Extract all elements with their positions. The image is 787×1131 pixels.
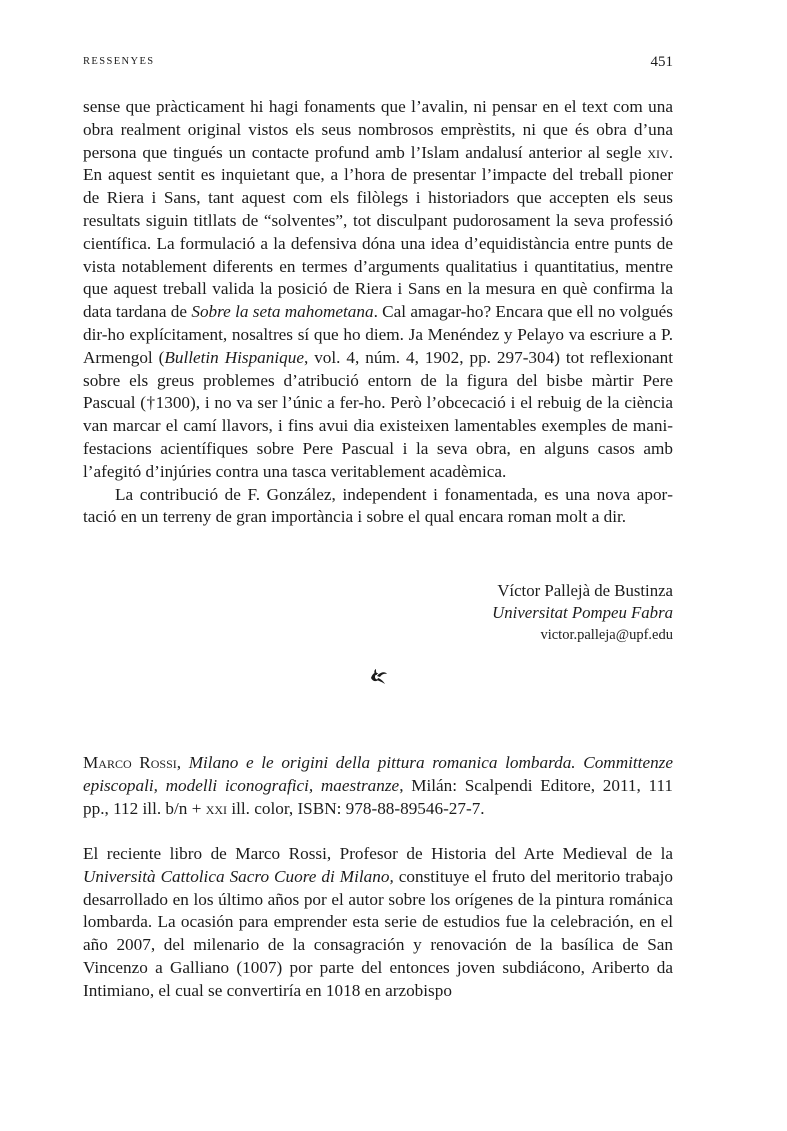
journal-title: Bulletin Hispanique [164,347,304,367]
previous-review-text [83,96,673,529]
book-citation: Marco Rossi, Milano e le origini della pittura romanica lombarda. Committenze episcopali, modelli iconografici, maestranze, Milán: Scalpendi Editore, 2011, 111 pp., 112 ill. b/n + xxi ill. color, ISBN: 978-88-89546-27-7. [83,753,674,818]
text-run: sense que pràcticament hi hagi fonaments que l’avalin, ni pensar en el text com una obra realment original vistos els seus nombrosos emprèstits, ni que és obra d’una persona que tingués un contacte profund amb l’Islam andalusí anterior al segle [83,97,673,162]
publication-details: , Milán: Scalpendi Editore, 2011, 111 pp., 112 ill. b/n + [83,776,674,818]
paragraph-2: La contribució de F. González, independent i fonamentada, es una nova aportació en un terreny de gran importància i sobre el qual encara roman molt a dir. [83,484,673,527]
paragraph-1 [83,96,673,484]
text-run: El reciente libro de Marco Rossi, Profesor de Historia del Arte Medieval de la [83,844,673,863]
text-run: , vol. 4, núm. 4, 1902, pp. 297-304) tot reflexionant sobre els greus problemes d’atribució entorn de la figura del bisbe màrtir Pere Pascual (†1300), i no va ser l’únic a fer-ho. Però l’obcecació i el rebuig de la ciència van marcar el camí llavors, i fins avui dia existeixen lamentables exemples de manifestacions acientífiques sobre Pere Pascual i la seva obra, en alguns casos amb l’afegitó d’injúries contra una tasca veritablement acadèmica. [83,347,673,481]
reviewer-affiliation [492,602,673,624]
work-title: Sobre la seta mahometana [191,302,374,322]
reviewer-email: victor.palleja@upf.edu [540,627,673,643]
fleuron-icon [366,666,390,686]
review-paragraph [83,843,673,1003]
section-name: RESSENYES [83,56,155,67]
running-head [83,54,673,70]
page [83,0,673,1131]
plate-count: xxi [205,799,228,818]
text-run: constituye el fruto del meritorio trabajo desarrollado en los último años por el autor sobre los orígenes de la pintura románica lombarda. La ocasión para emprender esta serie de estudios fue la celebración, en el año 2007, del milenario de la consagración y renovación de la basílica de San Vincenzo a Galliano (1007) por parte del entonces joven subdiácono, Ariberto da Intimiano, el cual se convertiría en 1018 en arzobispo [83,866,674,1000]
isbn-details: ill. color, ISBN: 978-88-89546-27-7. [227,799,485,818]
reviewer-signature [492,580,673,646]
book-author: Marco Rossi [83,753,177,772]
text-run: . En aquest sentit es inquietant que, a l’hora de presentar l’impacte del treball pioner de Riera i Sans, tant aquest com els filòlegs i historiadors que accepten els seus resultats siguin titllats de “solventes”, tot disculpant pudorosament la seva professió científica. La formulació a la defensiva dóna una idea d’equidistància entre punts de vista notablement diferents en termes d’arguments qualitatius i quantitatius, mentre que aquest treball valida la posició de Riera i Sans en la mesura en què confirma la data tardana de [83,142,673,322]
affiliation-text: Universitat Pompeu Fabra [492,603,673,622]
reviewer-name: Víctor Pallejà de Bustinza [497,581,673,600]
book-title: Milano e le origini della pittura romanica lombarda. Committenze episcopali, modelli iconografici, maestranze [83,753,673,795]
roman-numeral: xiv [647,142,669,162]
page-number: 451 [650,54,673,70]
institution-name: Università Cattolica Sacro Cuore di Milano, [83,866,394,886]
text-run: . Cal amagar-ho? Encara que ell no volgués dir-ho explícitament, nosaltres sí que ho diem. Ja Menéndez y Pelayo va escriure a P. Armengol ( [83,302,673,367]
